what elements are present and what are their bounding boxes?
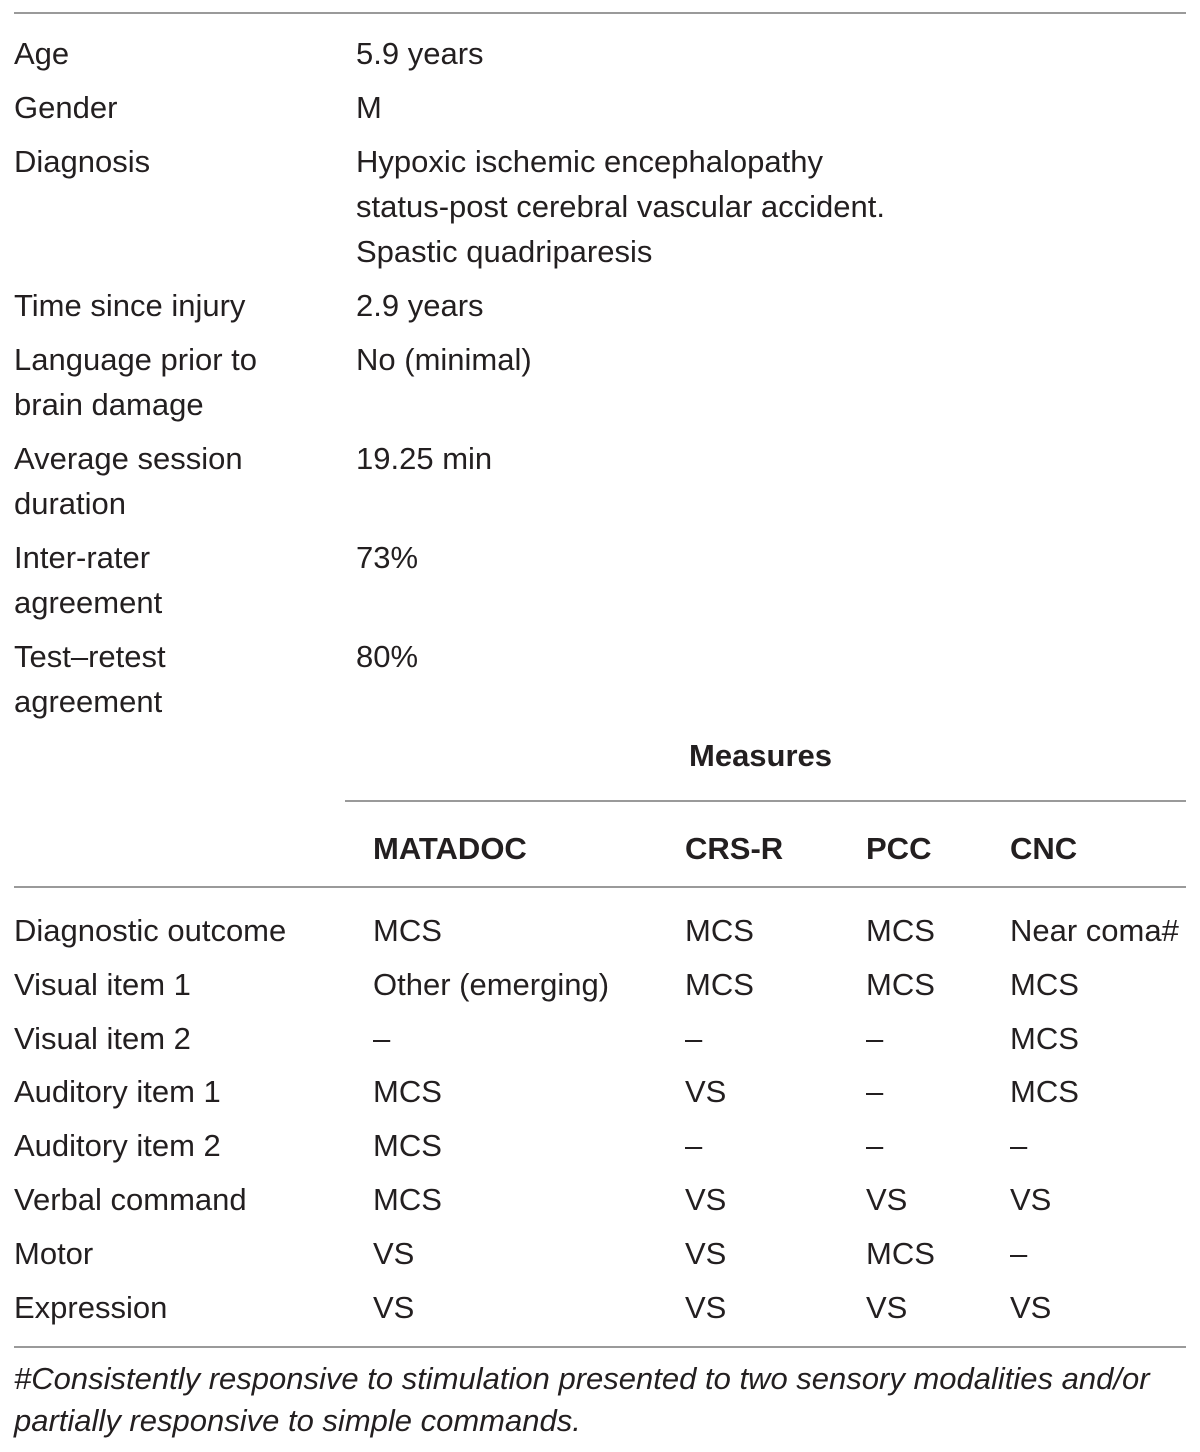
patient-value-age: 5.9 years [356, 36, 484, 71]
cell-crs-r: – [685, 1021, 703, 1056]
patient-label-test-retest-line2: agreement [14, 684, 163, 719]
patient-value-language: No (minimal) [356, 342, 532, 377]
cell-pcc: MCS [866, 1236, 935, 1271]
cell-matadoc: – [373, 1021, 391, 1056]
cell-cnc: VS [1010, 1182, 1052, 1217]
column-header-crs-r: CRS-R [685, 831, 784, 866]
row-label: Diagnostic outcome [14, 913, 287, 948]
cell-pcc: MCS [866, 967, 935, 1002]
cell-pcc: MCS [866, 913, 935, 948]
patient-value-diagnosis-line2: status-post cerebral vascular accident. [356, 189, 885, 224]
cell-cnc: MCS [1010, 1074, 1079, 1109]
cell-crs-r: MCS [685, 967, 754, 1002]
patient-label-gender: Gender [14, 90, 118, 125]
patient-value-diagnosis-line1: Hypoxic ischemic encephalopathy [356, 144, 823, 179]
row-label: Expression [14, 1290, 168, 1325]
columns-rule [14, 886, 1186, 888]
cell-crs-r: VS [685, 1236, 727, 1271]
patient-label-diagnosis: Diagnosis [14, 144, 151, 179]
patient-value-gender: M [356, 90, 382, 125]
cell-crs-r: VS [685, 1182, 727, 1217]
column-header-pcc: PCC [866, 831, 932, 866]
column-header-matadoc: MATADOC [373, 831, 527, 866]
cell-pcc: – [866, 1074, 884, 1109]
row-label: Auditory item 2 [14, 1128, 221, 1163]
measures-title: Measures [689, 738, 833, 773]
patient-value-diagnosis-line3: Spastic quadriparesis [356, 234, 653, 269]
patient-label-time-since-injury: Time since injury [14, 288, 246, 323]
row-label: Auditory item 1 [14, 1074, 221, 1109]
patient-value-inter-rater: 73% [356, 540, 419, 575]
patient-value-session: 19.25 min [356, 441, 493, 476]
row-label: Motor [14, 1236, 94, 1271]
row-label: Visual item 1 [14, 967, 191, 1002]
cell-matadoc: VS [373, 1290, 415, 1325]
cell-matadoc: Other (emerging) [373, 967, 610, 1002]
row-label: Visual item 2 [14, 1021, 191, 1056]
patient-label-test-retest-line1: Test–retest [14, 639, 166, 674]
patient-value-test-retest: 80% [356, 639, 419, 674]
cell-cnc: MCS [1010, 967, 1079, 1002]
patient-label-inter-rater-line1: Inter-rater [14, 540, 151, 575]
cell-matadoc: MCS [373, 1074, 442, 1109]
table-bottom-rule [14, 1346, 1186, 1348]
column-header-cnc: CNC [1010, 831, 1078, 866]
patient-label-session-line1: Average session [14, 441, 243, 476]
patient-label-inter-rater-line2: agreement [14, 585, 163, 620]
cell-cnc: Near coma# [1010, 913, 1179, 948]
row-label: Verbal command [14, 1182, 247, 1217]
cell-pcc: – [866, 1021, 884, 1056]
cell-matadoc: MCS [373, 1128, 442, 1163]
cell-crs-r: MCS [685, 913, 754, 948]
measures-header-rule [345, 800, 1186, 802]
patient-value-time-since-injury: 2.9 years [356, 288, 484, 323]
cell-cnc: – [1010, 1236, 1028, 1271]
cell-cnc: – [1010, 1128, 1028, 1163]
cell-matadoc: MCS [373, 913, 442, 948]
cell-crs-r: VS [685, 1074, 727, 1109]
footnote-line2: partially responsive to simple commands. [14, 1403, 581, 1438]
cell-pcc: VS [866, 1182, 908, 1217]
cell-pcc: VS [866, 1290, 908, 1325]
patient-label-language-line2: brain damage [14, 387, 204, 422]
patient-label-age: Age [14, 36, 70, 71]
cell-cnc: MCS [1010, 1021, 1079, 1056]
patient-label-session-line2: duration [14, 486, 127, 521]
cell-cnc: VS [1010, 1290, 1052, 1325]
table-top-rule [14, 12, 1186, 14]
cell-matadoc: VS [373, 1236, 415, 1271]
cell-matadoc: MCS [373, 1182, 442, 1217]
cell-crs-r: – [685, 1128, 703, 1163]
cell-pcc: – [866, 1128, 884, 1163]
footnote-line1: #Consistently responsive to stimulation presented to two sensory modalities and/or [14, 1361, 1150, 1396]
cell-crs-r: VS [685, 1290, 727, 1325]
patient-label-language-line1: Language prior to [14, 342, 258, 377]
